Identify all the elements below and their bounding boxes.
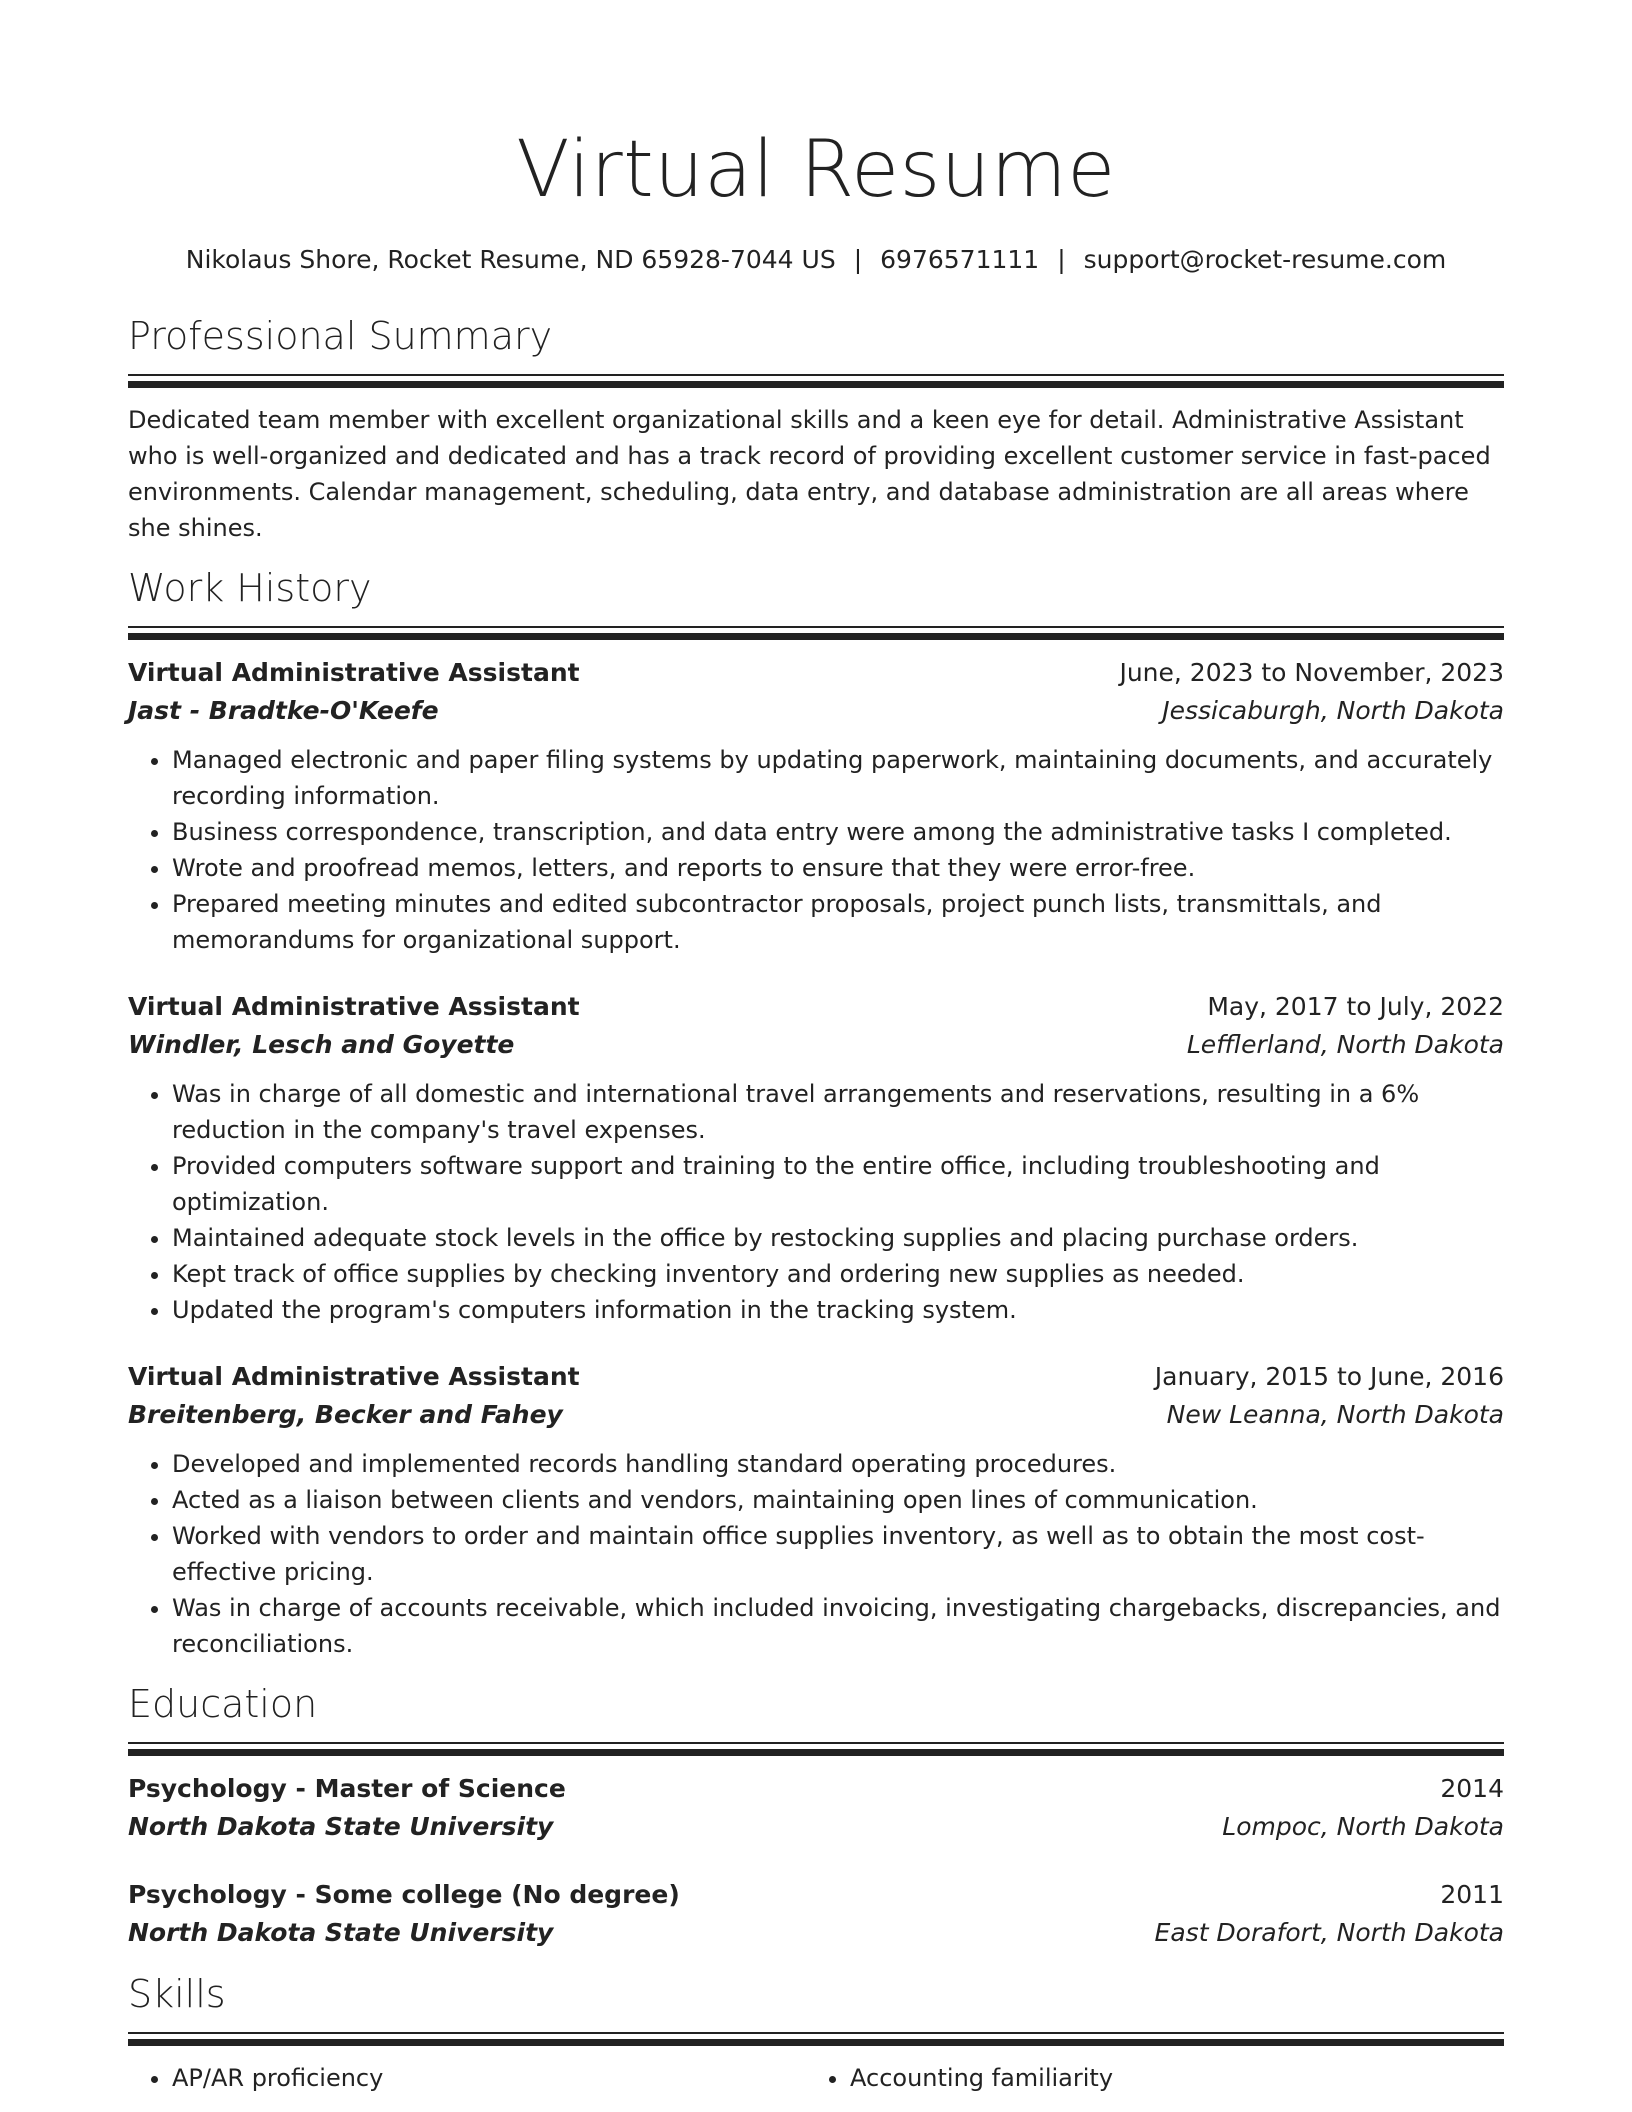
list-item: • Managed electronic and paper filing systems by updating paperwork, maintaining documents, and accurately recording information. xyxy=(172,742,1504,814)
summary-text: Dedicated team member with excellent organizational skills and a keen eye for detail. Administrative Assistant who is well-organized and dedicated and has a track record of providing excellent customer service in fast-paced environments. Calendar management, scheduling, data entry, and database administration are all areas where she shines. xyxy=(128,406,1491,542)
list-item: • Provided computers software support and training to the entire office, including troubleshooting and optimization. xyxy=(172,1148,1504,1220)
job-entry xyxy=(128,654,1504,958)
list-item: • Was in charge of all domestic and international travel arrangements and reservations, resulting in a 6% reduction in the company's travel expenses. xyxy=(172,1076,1504,1148)
school-name: North Dakota State University xyxy=(128,1812,554,1841)
contact-phone: 6976571111 xyxy=(880,245,1040,274)
job-dates: May, 2017 to July, 2022 xyxy=(1207,992,1504,1021)
job-dates: June, 2023 to November, 2023 xyxy=(1119,658,1504,687)
job-title: Virtual Administrative Assistant xyxy=(128,1362,580,1391)
degree: Psychology - Some college (No degree) xyxy=(128,1880,680,1909)
list-item: • Business correspondence, transcription, and data entry were among the administrative tasks I completed. xyxy=(172,814,1504,850)
education-section xyxy=(128,1680,1504,1952)
section-heading-education: Education xyxy=(128,1682,318,1726)
list-item: • Kept track of office supplies by checking inventory and ordering new supplies as needed. xyxy=(172,1256,1504,1292)
resume-content xyxy=(128,0,1504,2096)
skills-list-right xyxy=(806,2060,1484,2096)
section-divider xyxy=(128,374,1504,376)
job-title: Virtual Administrative Assistant xyxy=(128,658,580,687)
school-location: East Dorafort, North Dakota xyxy=(1154,1918,1504,1947)
section-divider xyxy=(128,2032,1504,2034)
job-entry xyxy=(128,1358,1504,1662)
job-dates: January, 2015 to June, 2016 xyxy=(1154,1362,1504,1391)
education-entry xyxy=(128,1876,1504,1952)
list-item: • Developed and implemented records handling standard operating procedures. xyxy=(172,1446,1504,1482)
job-title: Virtual Administrative Assistant xyxy=(128,992,580,1021)
list-item: • Worked with vendors to order and maintain office supplies inventory, as well as to obtain the most cost-effective pricing. xyxy=(172,1518,1504,1590)
skills-list-left xyxy=(128,2060,806,2096)
section-heading-summary: Professional Summary xyxy=(128,314,553,358)
skills-section xyxy=(128,1970,1504,2096)
summary-section xyxy=(128,312,1504,546)
job-company: Windler, Lesch and Goyette xyxy=(128,1030,515,1059)
skill-item: • Accounting familiarity xyxy=(850,2060,1484,2096)
list-item: • Prepared meeting minutes and edited subcontractor proposals, project punch lists, transmittals, and memorandums for organizational support. xyxy=(172,886,1504,958)
list-item: • Wrote and proofread memos, letters, and reports to ensure that they were error-free. xyxy=(172,850,1504,886)
skill-item: • AP/AR proficiency xyxy=(172,2060,806,2096)
job-entry xyxy=(128,988,1504,1328)
education-entry xyxy=(128,1770,1504,1846)
section-divider xyxy=(128,626,1504,628)
contact-separator: | xyxy=(1057,245,1066,274)
contact-separator: | xyxy=(853,245,863,274)
contact-email[interactable]: support@rocket-resume.com xyxy=(1083,245,1447,274)
job-location: New Leanna, North Dakota xyxy=(1166,1400,1504,1429)
section-divider-thick xyxy=(128,381,1504,388)
list-item: • Maintained adequate stock levels in the office by restocking supplies and placing purchase orders. xyxy=(172,1220,1504,1256)
job-location: Jessicaburgh, North Dakota xyxy=(1162,696,1504,725)
list-item: • Updated the program's computers information in the tracking system. xyxy=(172,1292,1504,1328)
section-divider-thick xyxy=(128,633,1504,640)
section-heading-skills: Skills xyxy=(128,1972,226,2016)
section-divider-thick xyxy=(128,1749,1504,1756)
work-section xyxy=(128,564,1504,1662)
job-company: Jast - Bradtke-O'Keefe xyxy=(128,696,439,725)
list-item: • Acted as a liaison between clients and vendors, maintaining open lines of communication. xyxy=(172,1482,1504,1518)
contact-line xyxy=(128,244,1504,276)
job-company: Breitenberg, Becker and Fahey xyxy=(128,1400,563,1429)
section-heading-work: Work History xyxy=(128,566,372,610)
school-location: Lompoc, North Dakota xyxy=(1222,1812,1504,1841)
skills-columns xyxy=(128,2060,1504,2096)
contact-address: Nikolaus Shore, Rocket Resume, ND 65928-7044 US xyxy=(185,245,836,274)
job-bullets xyxy=(128,1076,1504,1328)
job-bullets xyxy=(128,1446,1504,1662)
section-divider-thick xyxy=(128,2039,1504,2046)
list-item: • Was in charge of accounts receivable, which included invoicing, investigating chargebacks, discrepancies, and reconciliations. xyxy=(172,1590,1504,1662)
section-divider xyxy=(128,1742,1504,1744)
graduation-year: 2014 xyxy=(1440,1774,1504,1803)
job-bullets xyxy=(128,742,1504,958)
job-location: Lefflerland, North Dakota xyxy=(1186,1030,1504,1059)
graduation-year: 2011 xyxy=(1440,1880,1504,1909)
degree: Psychology - Master of Science xyxy=(128,1774,566,1803)
school-name: North Dakota State University xyxy=(128,1918,554,1947)
resume-title: Virtual Resume xyxy=(516,125,1116,215)
